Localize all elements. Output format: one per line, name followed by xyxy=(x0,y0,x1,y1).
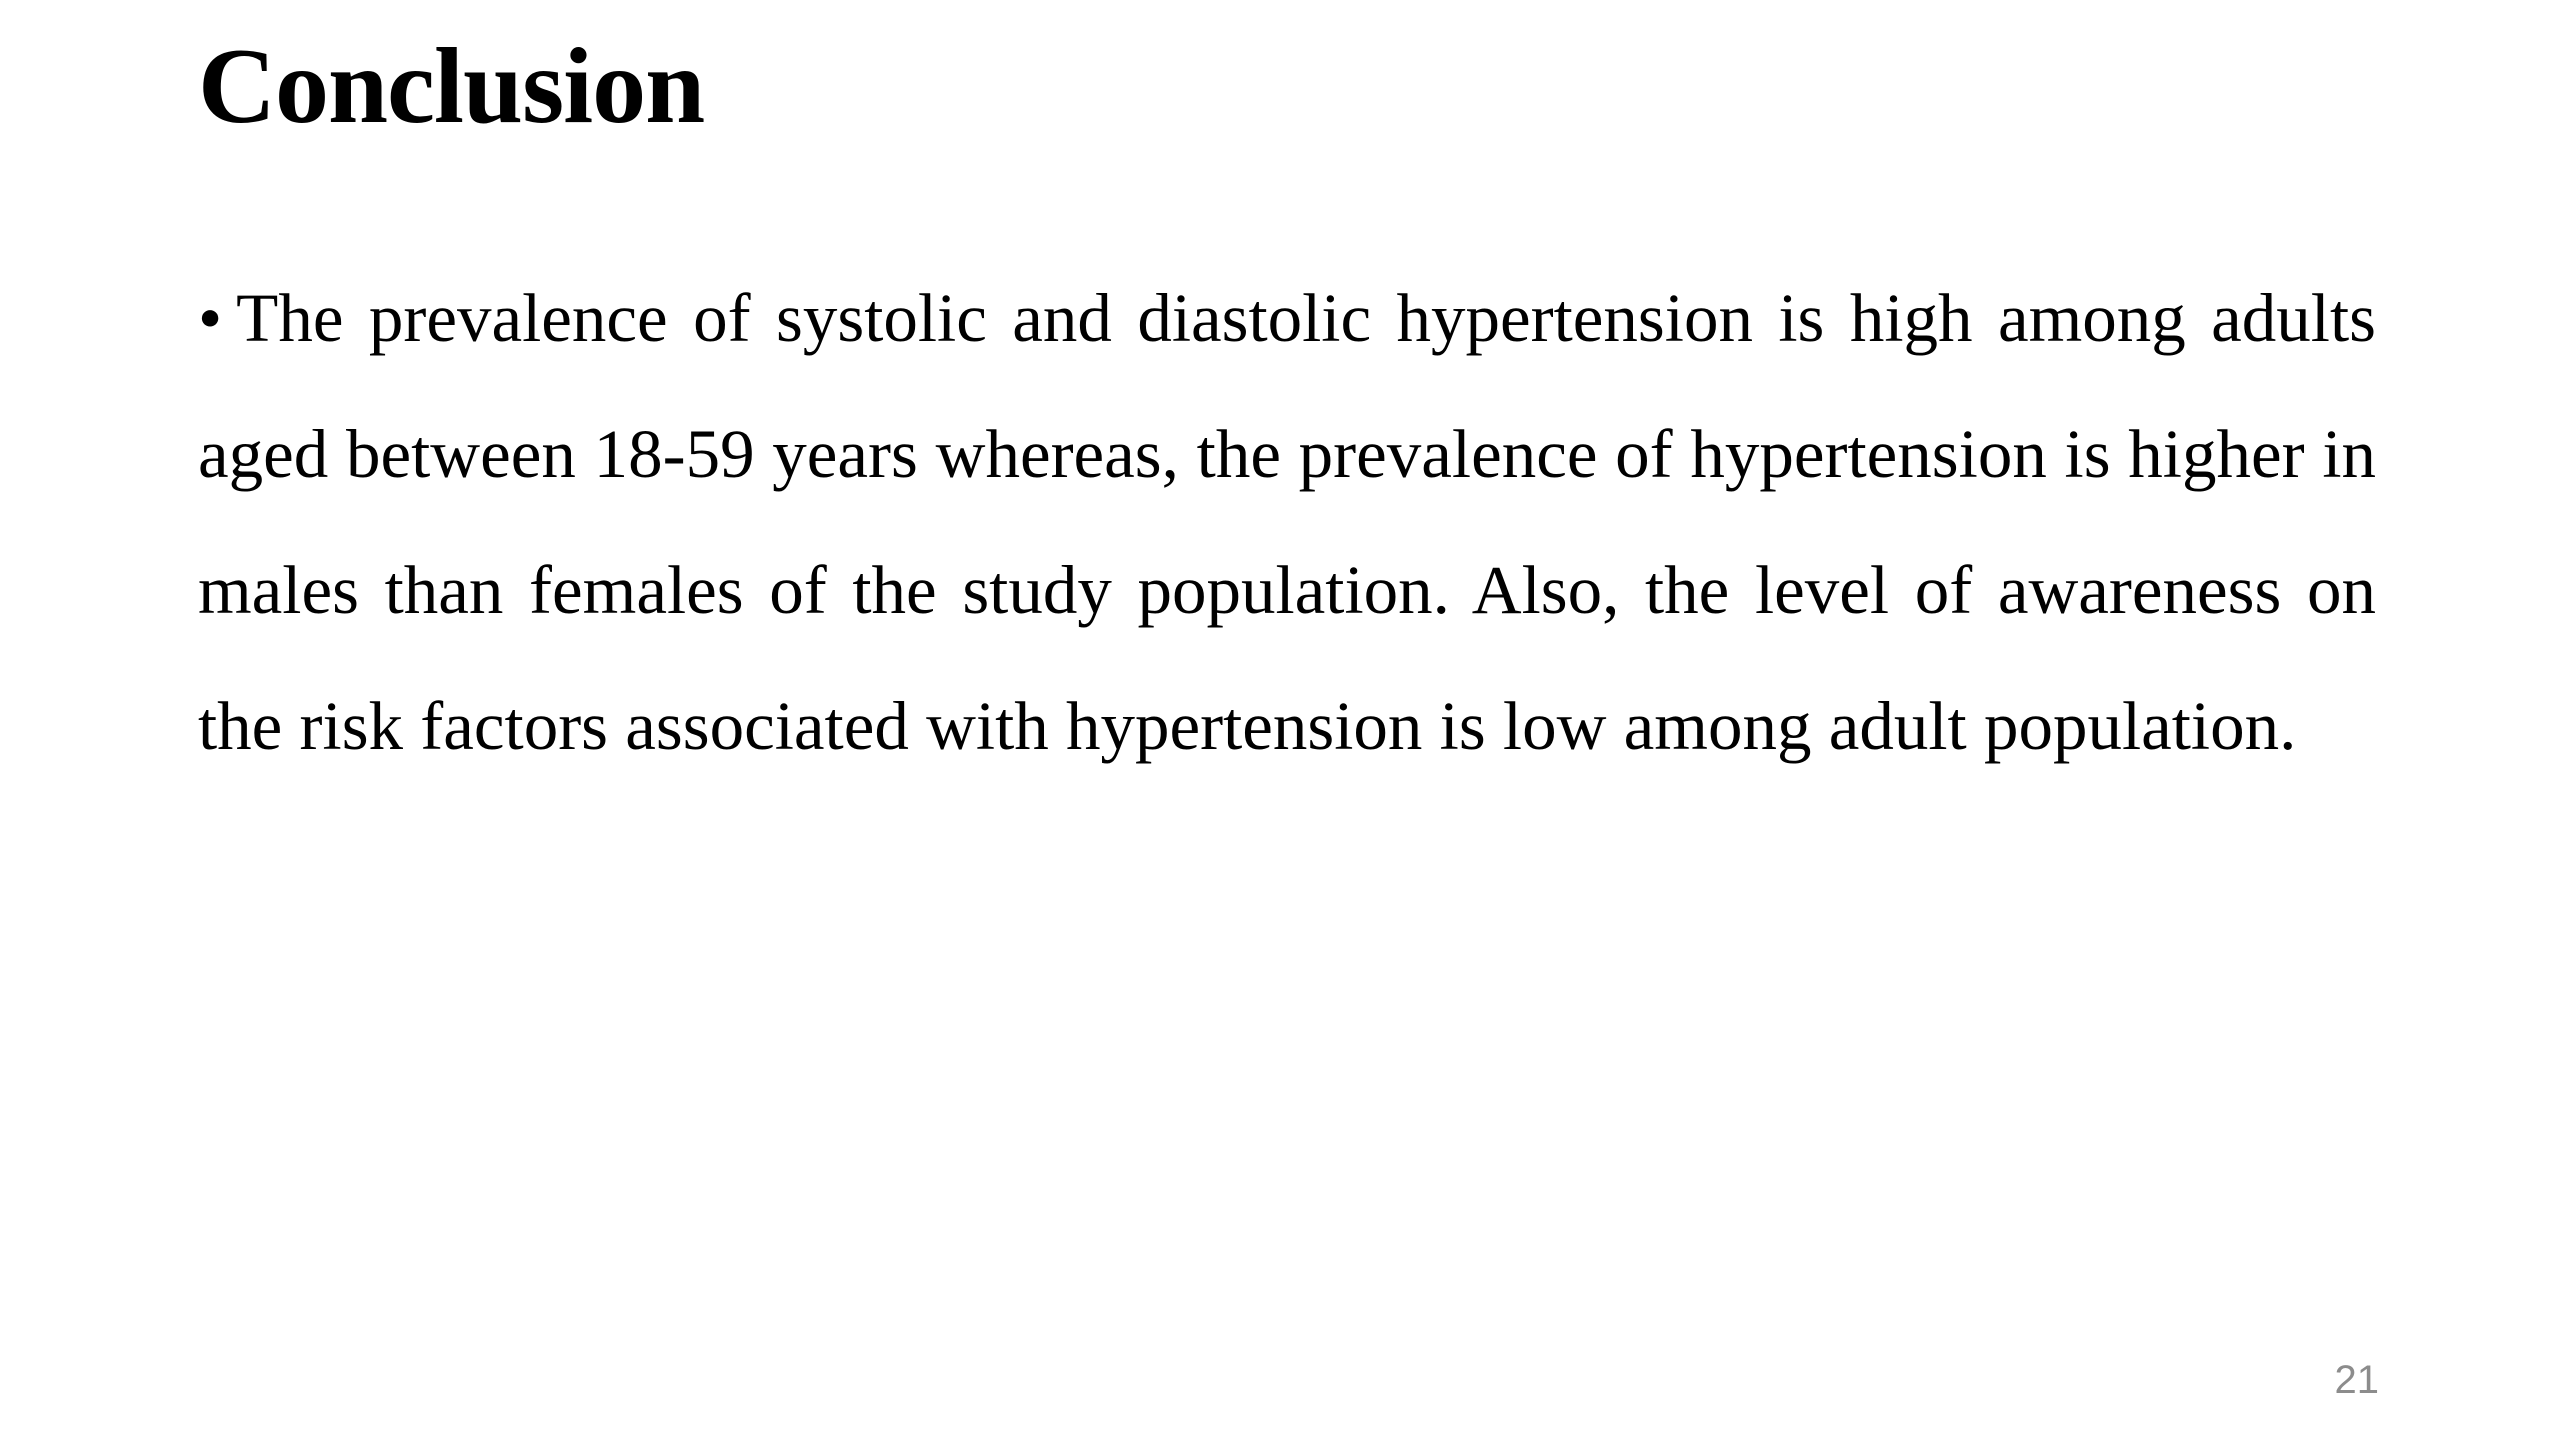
conclusion-bullet xyxy=(198,250,2376,794)
conclusion-text: The prevalence of systolic and diastolic hypertension is high among adults aged between 18-59 years whereas, the prevalence of hypertension is higher in males than females of the study population. Also, the level of awareness on the risk factors associated with hypertension is low among adult population. xyxy=(198,280,2376,764)
bullet-icon: • xyxy=(198,280,223,356)
slide-title: Conclusion xyxy=(198,27,705,146)
page-number: 21 xyxy=(2334,1358,2379,1402)
